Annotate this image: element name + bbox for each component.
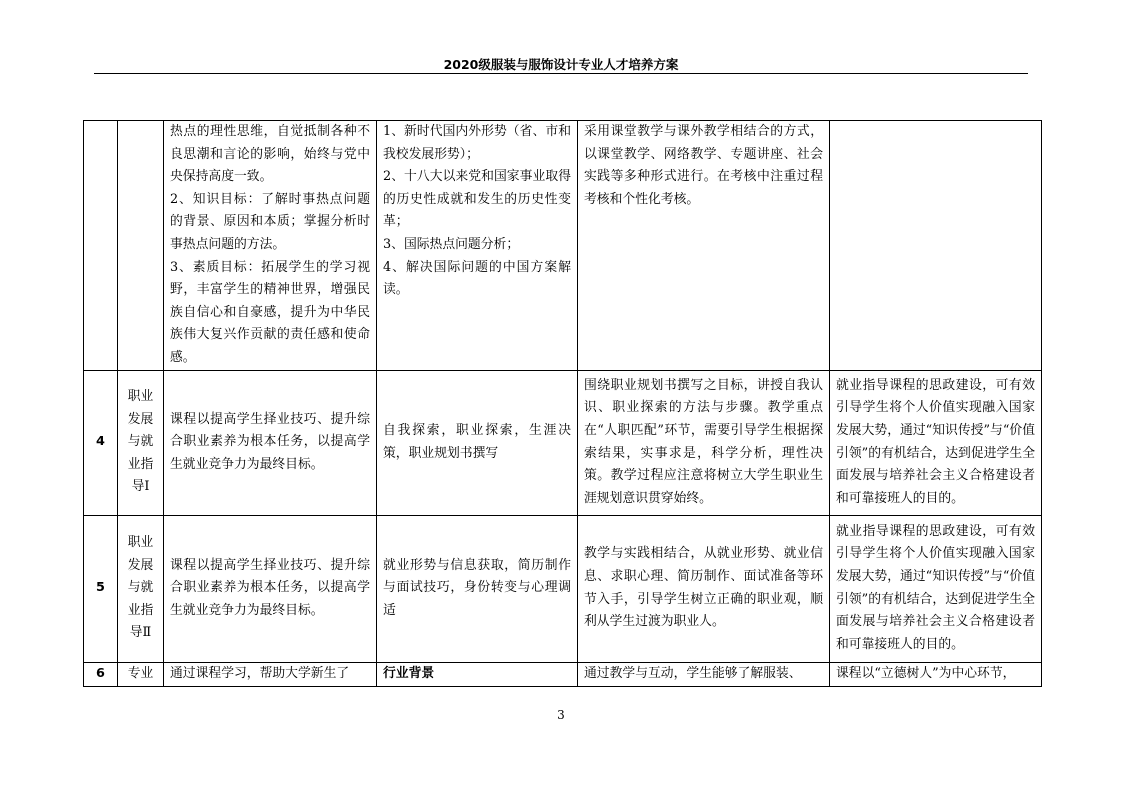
- objectives-cell: 课程以提高学生择业技巧、提升综合职业素养为根本任务，以提高学生就业竞争力为最终目标。: [164, 370, 377, 515]
- row-number-cell: [84, 121, 118, 371]
- course-name-cell: 职业发展与就业指导Ⅱ: [118, 515, 164, 662]
- table-row: [84, 662, 1042, 686]
- page-number: 3: [557, 708, 565, 722]
- course-name-cell: 专业: [118, 662, 164, 686]
- objectives-cell: 课程以提高学生择业技巧、提升综合职业素养为根本任务，以提高学生就业竞争力为最终目标。: [164, 515, 377, 662]
- curriculum-table: [83, 120, 1042, 687]
- table-row: [84, 121, 1042, 371]
- ideology-cell: 就业指导课程的思政建设，可有效引导学生将个人价值实现融入国家发展大势，通过“知识传授”与“价值引领”的有机结合，达到促进学生全面发展与培养社会主义合格建设者和可靠接班人的目的。: [830, 515, 1042, 662]
- objectives-cell: 热点的理性思维，自觉抵制各种不良思潮和言论的影响，始终与党中央保持高度一致。 2、知识目标：了解时事热点问题的背景、原因和本质；掌握分析时事热点问题的方法。 3、素质目标：拓展学生的学习视野，丰富学生的精神世界，增强民族自信心和自豪感，提升为中华民族伟大复兴作贡献的责任感和使命感。: [164, 121, 377, 371]
- table-row: [84, 370, 1042, 515]
- course-name-cell: 职业发展与就业指导Ⅰ: [118, 370, 164, 515]
- objectives-cell: 通过课程学习，帮助大学新生了: [164, 662, 377, 686]
- table-row: [84, 515, 1042, 662]
- header-divider: [94, 73, 1028, 74]
- content-cell: 自我探索，职业探索，生涯决策，职业规划书撰写: [377, 370, 578, 515]
- page-header-title: 2020级服装与服饰设计专业人才培养方案: [443, 57, 679, 72]
- row-number-cell: 6: [84, 662, 118, 686]
- ideology-cell: 就业指导课程的思政建设，可有效引导学生将个人价值实现融入国家发展大势，通过“知识传授”与“价值引领”的有机结合，达到促进学生全面发展与培养社会主义合格建设者和可靠接班人的目的。: [830, 370, 1042, 515]
- methods-cell: 教学与实践相结合，从就业形势、就业信息、求职心理、简历制作、面试准备等环节入手，引导学生树立正确的职业观，顺利从学生过渡为职业人。: [578, 515, 830, 662]
- ideology-cell: [830, 121, 1042, 371]
- ideology-cell: 课程以“立德树人”为中心环节，: [830, 662, 1042, 686]
- course-name-cell: [118, 121, 164, 371]
- methods-cell: 采用课堂教学与课外教学相结合的方式，以课堂教学、网络教学、专题讲座、社会实践等多种形式进行。在考核中注重过程考核和个性化考核。: [578, 121, 830, 371]
- methods-cell: 通过教学与互动，学生能够了解服装、: [578, 662, 830, 686]
- row-number-cell: 4: [84, 370, 118, 515]
- content-cell: 1、新时代国内外形势（省、市和我校发展形势）； 2、十八大以来党和国家事业取得的历史性成就和发生的历史性变革； 3、国际热点问题分析； 4、解决国际问题的中国方案解读。: [377, 121, 578, 371]
- row-number-cell: 5: [84, 515, 118, 662]
- content-cell: 就业形势与信息获取，简历制作与面试技巧，身份转变与心理调适: [377, 515, 578, 662]
- methods-cell: 围绕职业规划书撰写之目标，讲授自我认识、职业探索的方法与步骤。教学重点在“人职匹配”环节，需要引导学生根据探索结果，实事求是，科学分析，理性决策。教学过程应注意将树立大学生职业生涯规划意识贯穿始终。: [578, 370, 830, 515]
- content-cell: 行业背景: [377, 662, 578, 686]
